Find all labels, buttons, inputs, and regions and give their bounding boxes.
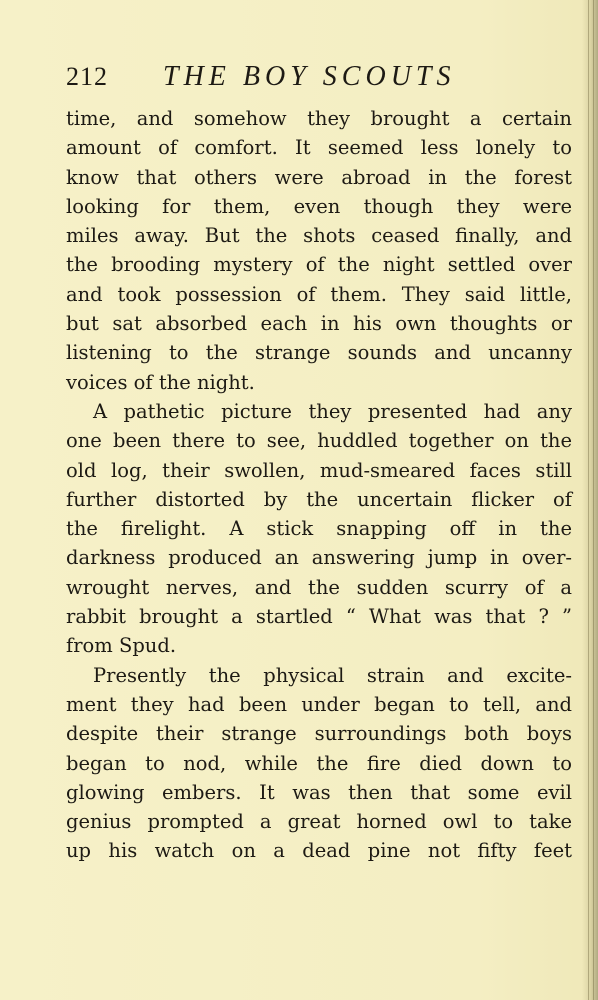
text-line: looking for them, even though they were xyxy=(66,194,572,218)
text-line: the firelight. A stick snapping off in the xyxy=(66,517,572,541)
running-head xyxy=(66,57,566,97)
page-edge-line xyxy=(593,0,594,1000)
text-line: know that others were abroad in the forest xyxy=(66,165,572,189)
text-line: darkness produced an answering jump in over- xyxy=(66,546,572,570)
page-edge-line xyxy=(588,0,589,1000)
text-line: glowing embers. It was then that some evil xyxy=(66,780,572,804)
text-line: listening to the strange sounds and uncanny xyxy=(66,341,572,365)
text-line: time, and somehow they brought a certain xyxy=(66,107,572,130)
text-line: one been there to see, huddled together on the xyxy=(66,429,572,453)
text-line: but sat absorbed each in his own thoughts or xyxy=(66,312,572,336)
text-line: rabbit brought a startled “ What was that ? ” xyxy=(66,605,572,629)
text-line: further distorted by the uncertain flicker of xyxy=(66,487,572,511)
text-line: old log, their swollen, mud-smeared faces still xyxy=(66,458,572,482)
text-line: and took possession of them. They said little, xyxy=(66,282,572,306)
text-line: despite their strange surroundings both boys xyxy=(66,722,572,746)
text-line: up his watch on a dead pine not fifty feet xyxy=(66,839,572,863)
text-line: the brooding mystery of the night settled over xyxy=(66,253,572,277)
text-line: ment they had been under began to tell, and xyxy=(66,692,572,716)
page-number: 212 xyxy=(66,62,108,91)
text-line: wrought nerves, and the sudden scurry of a xyxy=(66,575,572,599)
text-line: from Spud. xyxy=(66,634,177,658)
body-text xyxy=(66,104,572,866)
text-line: Presently the physical strain and excite- xyxy=(93,663,572,687)
book-title: THE BOY SCOUTS xyxy=(163,61,456,92)
text-line: genius prompted a great horned owl to take xyxy=(66,810,572,834)
text-line: amount of comfort. It seemed less lonely to xyxy=(66,136,572,160)
text-line: began to nod, while the fire died down to xyxy=(66,751,572,775)
text-line: A pathetic picture they presented had any xyxy=(93,399,572,423)
text-line: voices of the night. xyxy=(66,370,255,394)
text-line: miles away. But the shots ceased finally, and xyxy=(66,224,572,248)
page-edge-shadow xyxy=(582,0,598,1000)
